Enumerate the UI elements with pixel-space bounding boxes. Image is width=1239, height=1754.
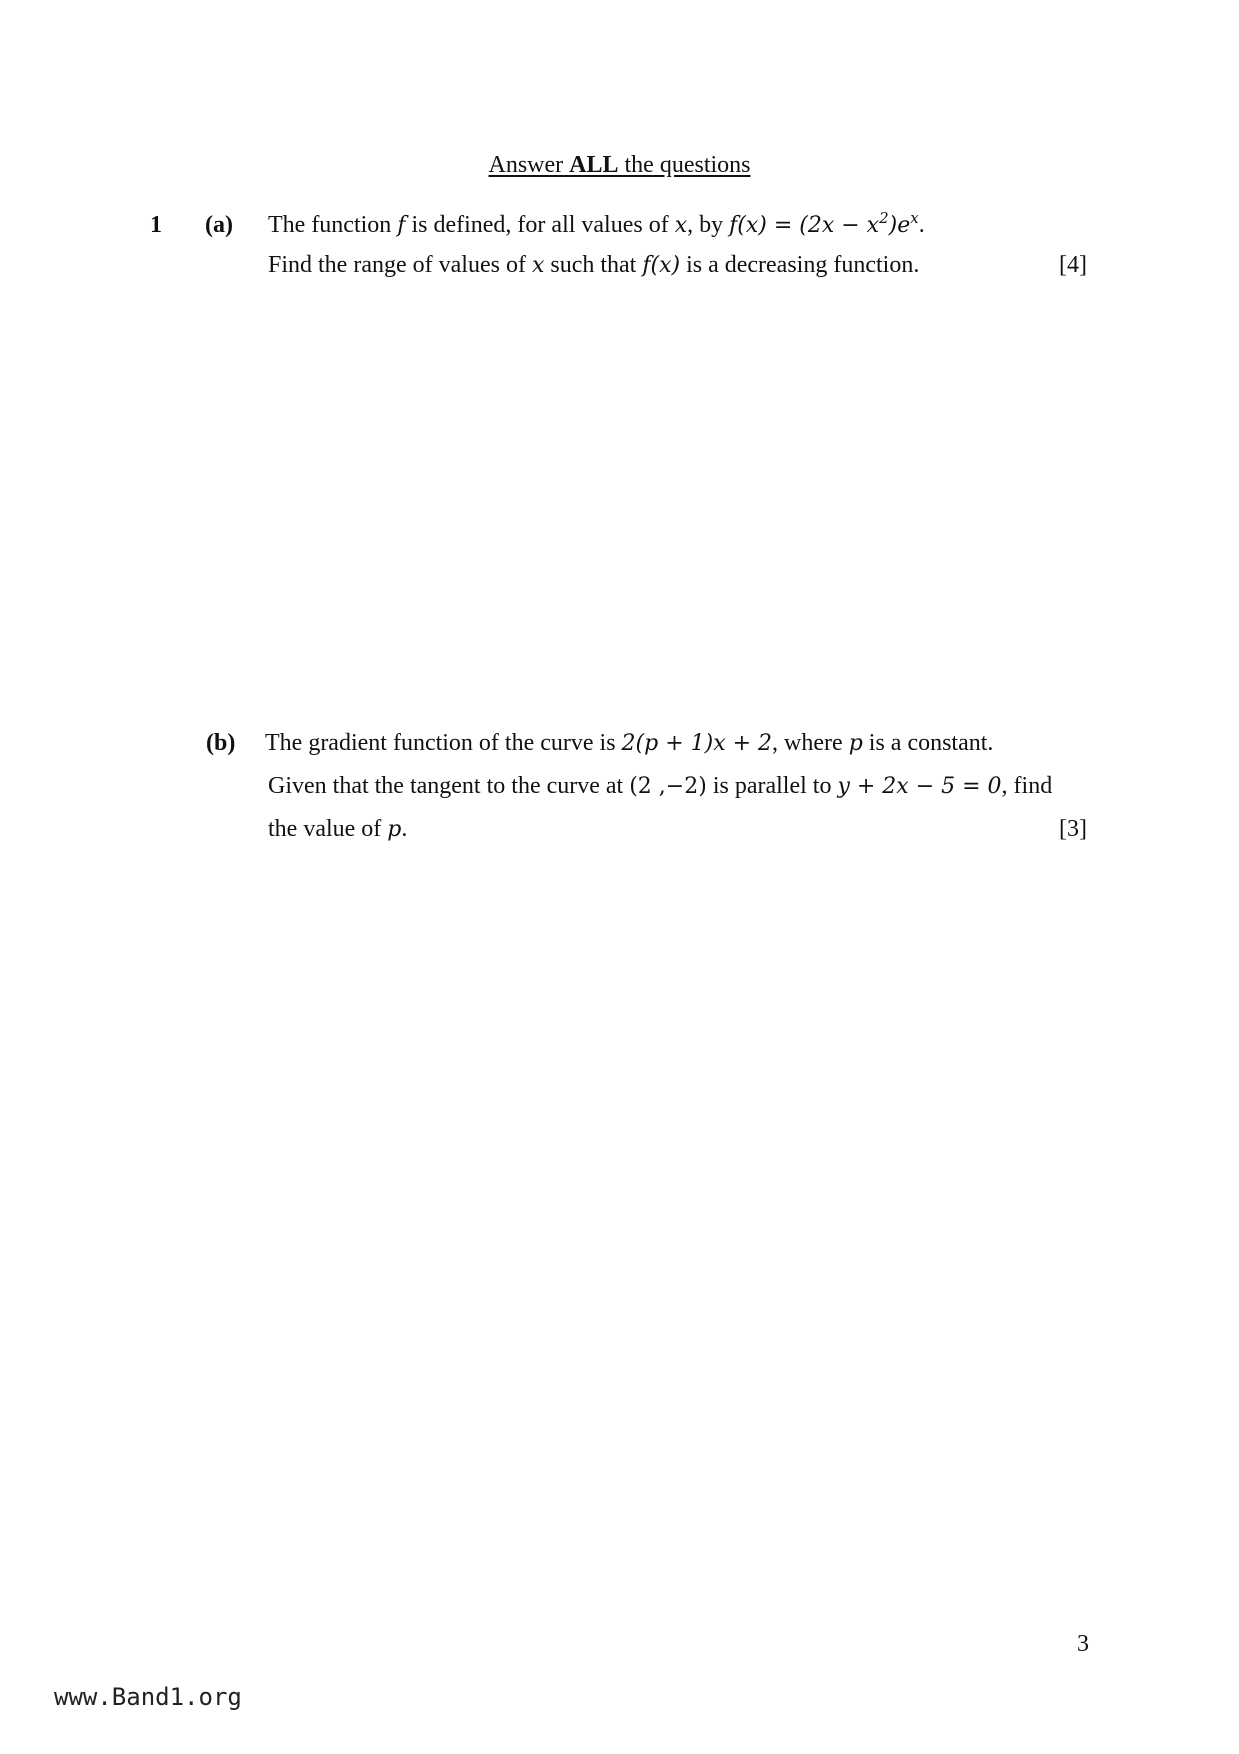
part-a-label: (a) [205,212,233,238]
part-a-text: such that [550,252,637,278]
part-b-line-2 [268,771,1088,802]
footer-url: www.Band1.org [54,1683,242,1711]
part-b-text: is parallel to [712,773,832,799]
heading-suffix: the questions [624,152,751,178]
heading-emphasis: ALL [569,152,619,178]
part-a-text: , by [687,212,724,238]
math-f: f [397,213,406,238]
part-b-marks: [3] [1059,816,1087,842]
math-gradient-expr: 2(p + 1)x + 2 [621,731,773,756]
part-b-text: , where [772,730,843,756]
formula-rhs-b: )e [888,213,911,238]
part-a-line-2 [268,250,1088,281]
page-number: 3 [1077,1631,1089,1657]
formula-exponent: 2 [879,209,889,227]
math-x: x [674,213,688,238]
formula-lhs: f(x) [729,213,767,238]
part-a-text: is defined, for all values of [411,212,669,238]
part-b-text: , find [1001,773,1053,799]
part-b-text: is a constant. [868,730,994,756]
formula [729,209,919,238]
part-a-text: . [918,212,925,238]
formula-rhs-a: = (2x − x [773,213,880,238]
math-fx: f(x) [642,253,681,278]
part-b-line-3 [268,814,1088,845]
math-point: (2 ,−2) [629,774,707,799]
part-b-line-1 [265,728,1085,759]
math-p: p [387,817,402,842]
heading-text [488,152,750,178]
part-b-text: Given that the tangent to the curve at [268,773,624,799]
heading-prefix: Answer [488,152,564,178]
part-a-text: Find the range of values of [268,252,526,278]
part-a-text: The function [268,212,392,238]
part-a-marks: [4] [1059,252,1087,278]
math-line-equation: y + 2x − 5 = 0 [837,774,1002,799]
page-heading [0,150,1239,180]
part-b-text: the value of [268,816,382,842]
part-b-text: The gradient function of the curve is [265,730,616,756]
math-p: p [848,731,863,756]
part-b-text: . [401,816,408,842]
math-x: x [531,253,545,278]
part-a-line-1 [268,210,1088,241]
formula-exponent-2: x [910,209,919,227]
part-b-label: (b) [206,730,236,756]
question-number: 1 [150,212,162,238]
part-a-text: is a decreasing function. [686,252,920,278]
